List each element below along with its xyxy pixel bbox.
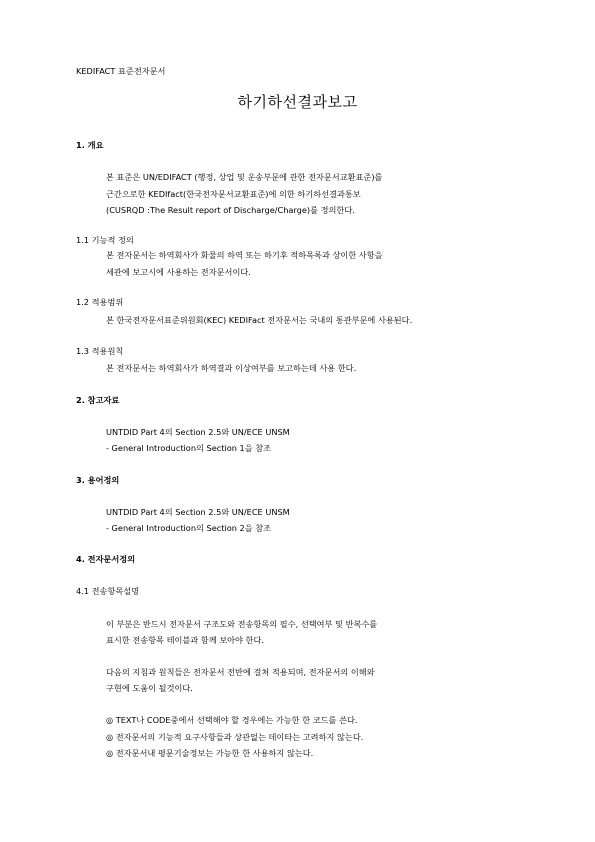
section-1-line: 본 표준은 UN/EDIFACT (행정, 상업 및 운송부문에 관한 전자문서교환표준)를 <box>106 172 383 182</box>
section-1-3-heading: 1.3 적용원칙 <box>76 346 124 356</box>
section-1-3-line: 본 전자문서는 하역회사가 하역결과 이상여부를 보고하는데 사용 한다. <box>106 363 357 373</box>
document-header: KEDIFACT 표준전자문서 <box>76 66 166 76</box>
section-3-heading: 3. 용어정의 <box>76 475 120 485</box>
section-1-2-line: 본 한국전자문서표준위원회(KEC) KEDIFact 전자문서는 국내의 통관부문에 사용된다. <box>106 315 413 325</box>
section-2-line: - General Introduction의 Section 1을 참조 <box>106 443 272 453</box>
section-4-heading: 4. 전자문서정의 <box>76 554 136 564</box>
section-1-2-heading: 1.2 적용범위 <box>76 297 124 307</box>
bullet-item: ◎ TEXT나 CODE중에서 선택해야 할 경우에는 가능한 한 코드를 쓴다. <box>106 715 358 725</box>
section-4-1-para1-line: 이 부분은 반드시 전자문서 구조도와 전송항목의 필수, 선택여부 및 반복수를 <box>106 619 378 629</box>
document-title: 하기하선결과보고 <box>237 93 358 111</box>
section-2-line: UNTDID Part 4의 Section 2.5와 UN/ECE UNSM <box>106 427 290 437</box>
section-1-1-heading: 1.1 기능적 정의 <box>76 235 134 245</box>
section-1-line: 근간으로한 KEDIfact(한국전자문서교환표준)에 의한 하기하선결과통보 <box>106 189 361 199</box>
section-3-line: UNTDID Part 4의 Section 2.5와 UN/ECE UNSM <box>106 507 290 517</box>
section-4-1-para2-line: 다음의 지침과 원칙들은 전자문서 전반에 걸쳐 적용되며, 전자문서의 이해와 <box>106 667 375 677</box>
section-1-heading: 1. 개요 <box>76 140 104 150</box>
section-1-line: (CUSRQD :The Result report of Discharge/Charge)를 정의한다. <box>106 205 355 215</box>
bullet-item: ◎ 전자문서내 평문기술정보는 가능한 한 사용하지 않는다. <box>106 748 314 758</box>
section-2-heading: 2. 참고자료 <box>76 395 120 405</box>
section-1-1-line: 본 전자문서는 하역회사가 화물의 하역 또는 하기후 적하목록과 상이한 사항을 <box>106 250 383 260</box>
section-4-1-para1-line: 표시한 전송항목 테이블과 함께 보아야 한다. <box>106 635 264 645</box>
section-4-1-heading: 4.1 전송항목설명 <box>76 586 140 596</box>
section-1-1-line: 세관에 보고시에 사용하는 전자문서이다. <box>106 267 251 277</box>
bullet-item: ◎ 전자문서의 기능적 요구사항들과 상관없는 데이타는 고려하지 않는다. <box>106 732 364 742</box>
section-4-1-para2-line: 구현에 도움이 될것이다. <box>106 683 193 693</box>
section-3-line: - General Introduction의 Section 2을 참조 <box>106 523 272 533</box>
